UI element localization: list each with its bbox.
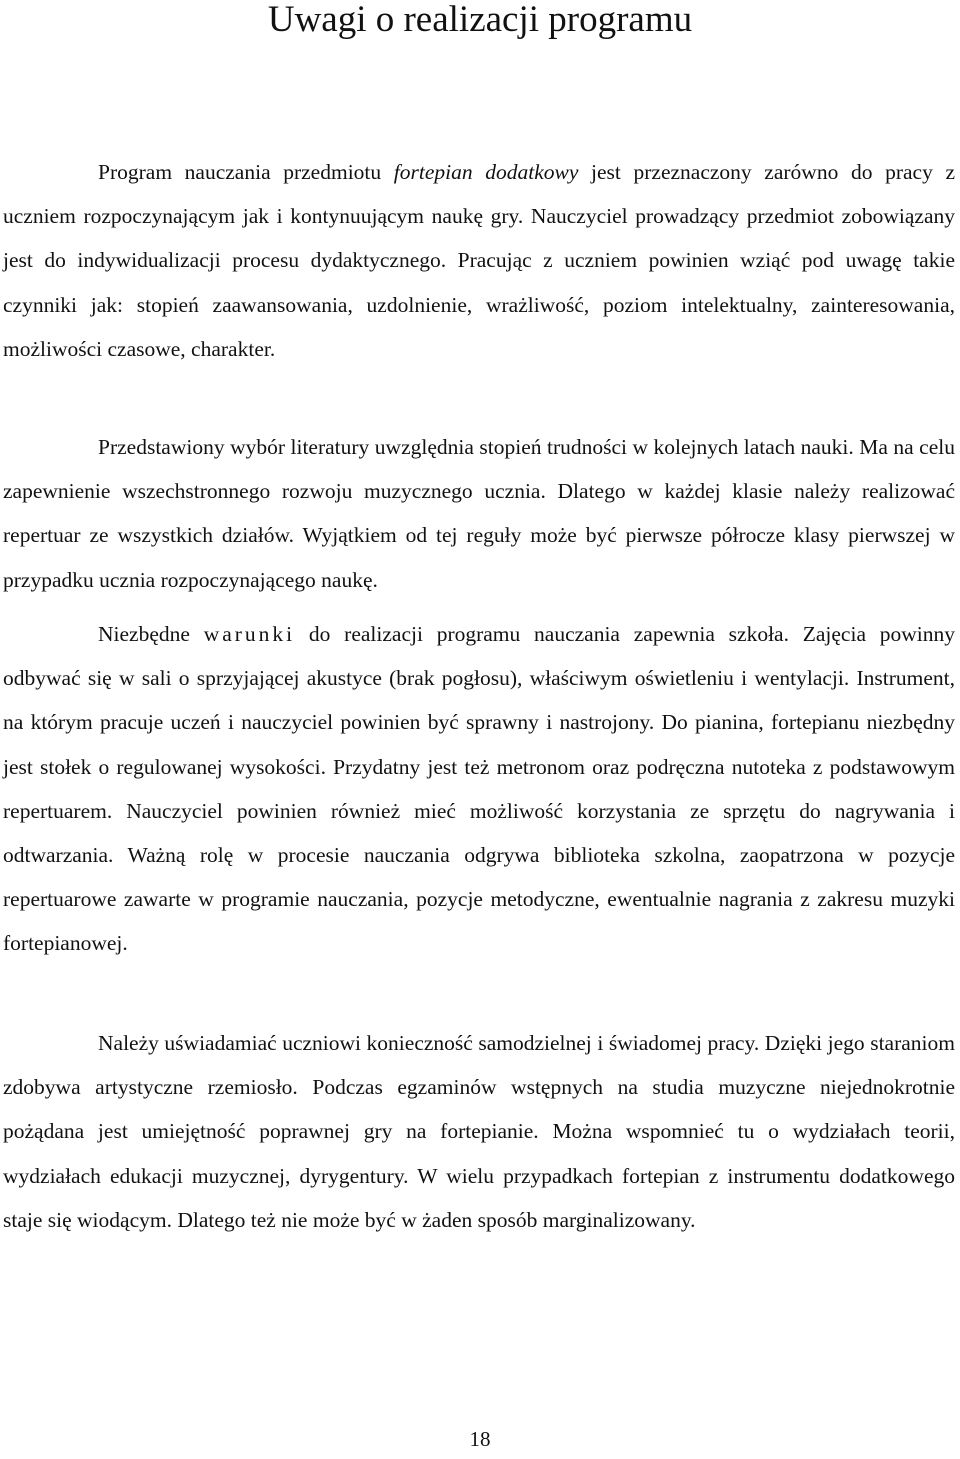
paragraph-4-text: Należy uświadamiać uczniowi konieczność samodzielnej i świadomej pracy. Dzięki jego staraniom zdobywa artystyczne rzemiosło. Podczas egzaminów wstępnych na studia muzyczne niejednokrotnie pożądana jest umiejętność poprawnej gry na fortepianie. Można wspomnieć tu o wydziałach teorii, wydziałach edukacji muzycznej, dyrygentury. W wielu przypadkach fortepian z instrumentu dodatkowego staje się wiodącym. Dlatego też nie może być w żaden sposób marginalizowany. bbox=[3, 1031, 955, 1232]
paragraph-literature-selection bbox=[3, 425, 955, 602]
paragraph-3-text-start: Niezbędne bbox=[98, 622, 204, 646]
paragraph-1-text-end: jest przeznaczony zarówno do pracy z uczniem rozpoczynającym jak i kontynuującym naukę gry. Nauczyciel prowadzący przedmiot zobowiązany jest do indywidualizacji procesu dydaktycznego. Pracując z uczniem powinien wziąć pod uwagę takie czynniki jak: stopień zaawansowania, uzdolnienie, wrażliwość, poziom intelektualny, zainteresowania, możliwości czasowe, charakter. bbox=[3, 160, 955, 361]
paragraph-conditions bbox=[3, 612, 955, 966]
page-number: 18 bbox=[469, 1427, 491, 1451]
paragraph-1-text-start: Program nauczania przedmiotu bbox=[98, 160, 394, 184]
paragraph-2-text: Przedstawiony wybór literatury uwzględnia stopień trudności w kolejnych latach nauki. Ma na celu zapewnienie wszechstronnego rozwoju muzycznego ucznia. Dlatego w każdej klasie należy realizować repertuar ze wszystkich działów. Wyjątkiem od tej reguły może być pierwsze półrocze klasy pierwszej w przypadku ucznia rozpoczynającego naukę. bbox=[3, 435, 955, 592]
conditions-spaced-word: warunki bbox=[203, 622, 296, 646]
page-title: Uwagi o realizacji programu bbox=[267, 0, 693, 40]
paragraph-program-description bbox=[3, 150, 955, 371]
subject-name-italic: fortepian dodatkowy bbox=[393, 160, 579, 184]
paragraph-3-text-end: do realizacji programu nauczania zapewnia szkoła. Zajęcia powinny odbywać się w sali o sprzyjającej akustyce (brak pogłosu), właściwym oświetleniu i wentylacji. Instrument, na którym pracuje uczeń i nauczyciel powinien być sprawny i nastrojony. Do pianina, fortepianu niezbędny jest stołek o regulowanej wysokości. Przydatny jest też metronom oraz podręczna nutoteka z podstawowym repertuarem. Nauczyciel powinien również mieć możliwość korzystania ze sprzętu do nagrywania i odtwarzania. Ważną rolę w procesie nauczania odgrywa biblioteka szkolna, zaopatrzona w pozycje repertuarowe zawarte w programie nauczania, pozycje metodyczne, ewentualnie nagrania z zakresu muzyki fortepianowej. bbox=[3, 622, 955, 956]
paragraph-independent-work bbox=[3, 1021, 955, 1242]
